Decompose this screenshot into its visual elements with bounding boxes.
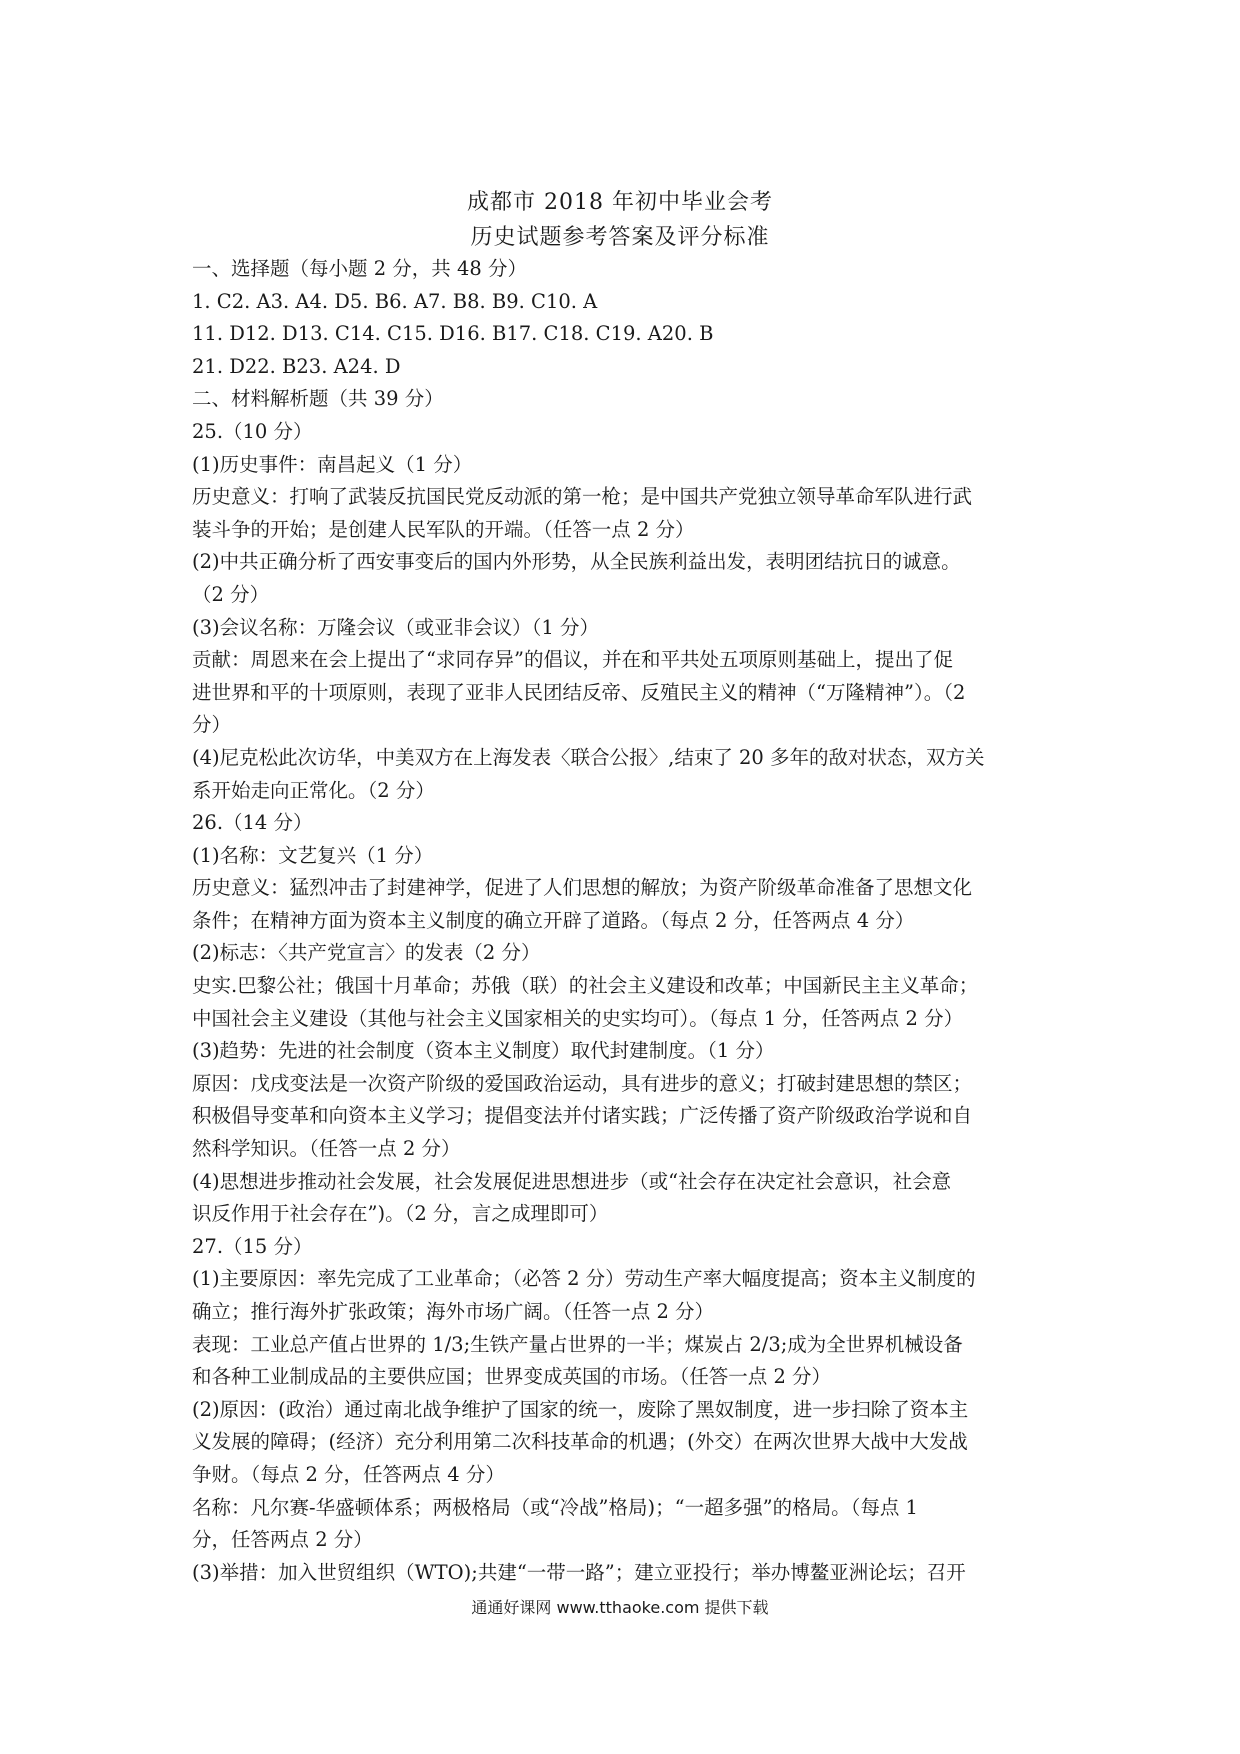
text-line: 史实.巴黎公社；俄国十月革命；苏俄（联）的社会主义建设和改革；中国新民主主义革命； [192, 974, 979, 998]
text-line: 条件；在精神方面为资本主义制度的确立开辟了道路。（每点 2 分，任答两点 4 分） [192, 908, 915, 932]
text-line: 系开始走向正常化。（2 分） [192, 778, 435, 802]
text-line: (1)主要原因：率先完成了工业革命；（必答 2 分）劳动生产率大幅度提高；资本主义制度的 [192, 1267, 976, 1291]
text-line: (1)历史事件：南昌起义（1 分） [192, 452, 473, 476]
text-line: 26.（14 分） [192, 811, 313, 835]
text-line: 名称：凡尔赛-华盛顿体系；两极格局（或“冷战”格局)；“一超多强”的格局。（每点 1 [192, 1495, 918, 1519]
text-line: 表现：工业总产值占世界的 1/3;生铁产量占世界的一半；煤炭占 2/3;成为全世界机械设备 [192, 1332, 963, 1356]
text-line: (1)名称：文艺复兴（1 分） [192, 843, 434, 867]
text-line: 1. C2. A3. A4. D5. B6. A7. B8. B9. C10. A [192, 289, 598, 313]
text-line: 贡献：周恩来在会上提出了“求同存异”的倡议，并在和平共处五项原则基础上，提出了促 [192, 648, 953, 672]
text-line: (2)原因：(政治）通过南北战争维护了国家的统一，废除了黑奴制度，进一步扫除了资本主 [192, 1397, 969, 1421]
text-line: 积极倡导变革和向资本主义学习；提倡变法并付诸实践；广泛传播了资产阶级政治学说和自 [192, 1104, 973, 1128]
exam-subtitle: 历史试题参考答案及评分标准 [470, 225, 770, 250]
text-line: (4)思想进步推动社会发展，社会发展促进思想进步（或“社会存在决定社会意识，社会意 [192, 1169, 952, 1193]
text-line: 一、选择题（每小题 2 分，共 48 分） [192, 257, 528, 280]
text-line: 进世界和平的十项原则，表现了亚非人民团结反帝、反殖民主义的精神（“万隆精神”）。（2 [192, 680, 966, 704]
text-line: (4)尼克松此次访华，中美双方在上海发表〈联合公报〉,结束了 20 多年的敌对状态，双方关 [192, 745, 985, 769]
exam-title: 成都市 2018 年初中毕业会考 [467, 190, 773, 215]
text-line: 装斗争的开始；是创建人民军队的开端。（任答一点 2 分） [192, 517, 695, 541]
text-line: 确立；推行海外扩张政策；海外市场广阔。（任答一点 2 分） [192, 1300, 715, 1323]
text-line: 历史意义：猛烈冲击了封建神学，促进了人们思想的解放；为资产阶级革命准备了思想文化 [192, 876, 973, 900]
text-line: 分） [192, 713, 232, 737]
text-line: 25.（10 分） [192, 419, 313, 443]
text-line: 中国社会主义建设（其他与社会主义国家相关的史实均可）。（每点 1 分，任答两点 2 分） [192, 1006, 964, 1030]
text-line: 27.（15 分） [192, 1234, 313, 1258]
answer-body [192, 253, 1062, 1589]
text-line: (3)举措：加入世贸组织（WTO);共建“一带一路”；建立亚投行；举办博鳌亚洲论坛；召开 [192, 1560, 966, 1584]
text-line: 和各种工业制成品的主要供应国；世界变成英国的市场。（任答一点 2 分） [192, 1365, 832, 1389]
text-line: （2 分） [192, 582, 270, 606]
text-line: (3)趋势：先进的社会制度（资本主义制度）取代封建制度。（1 分） [192, 1039, 775, 1063]
text-line: (3)会议名称：万隆会议（或亚非会议）（1 分） [192, 615, 599, 639]
text-line: 11. D12. D13. C14. C15. D16. B17. C18. C19. A20. B [192, 322, 714, 346]
text-line: 然科学知识。（任答一点 2 分） [192, 1137, 461, 1161]
text-line: 原因：戊戌变法是一次资产阶级的爱国政治运动，具有进步的意义；打破封建思想的禁区； [192, 1071, 973, 1095]
download-footer: 通通好课网 www.tthaoke.com 提供下载 [471, 1598, 769, 1617]
text-line: 义发展的障碍；(经济）充分利用第二次科技革命的机遇；(外交）在两次世界大战中大发战 [192, 1430, 968, 1454]
text-line: 21. D22. B23. A24. D [192, 354, 401, 378]
text-line: 历史意义：打响了武装反抗国民党反动派的第一枪；是中国共产党独立领导革命军队进行武 [192, 485, 973, 509]
text-line: 识反作用于社会存在”)。（2 分，言之成理即可） [192, 1202, 609, 1226]
text-line: (2)中共正确分析了西安事变后的国内外形势，从全民族利益出发，表明团结抗日的诚意。 [192, 550, 961, 574]
text-line: 分，任答两点 2 分） [192, 1528, 373, 1552]
text-line: 二、材料解析题（共 39 分） [192, 387, 444, 411]
text-line: (2)标志：〈共产党宣言〉的发表（2 分） [192, 941, 541, 965]
text-line: 争财。（每点 2 分，任答两点 4 分） [192, 1462, 505, 1486]
